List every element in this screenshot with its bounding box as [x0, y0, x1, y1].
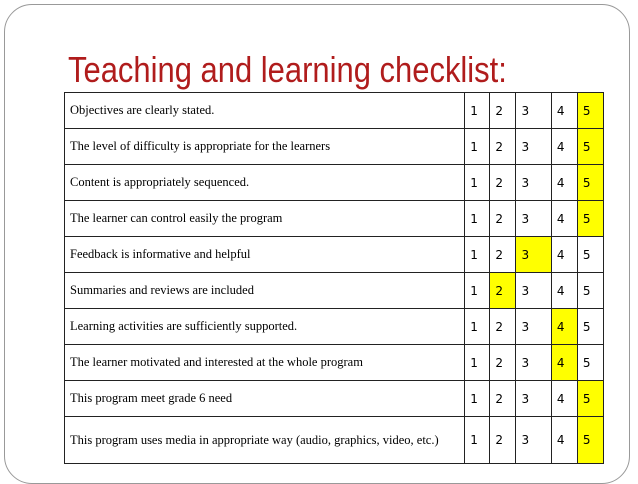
- checklist-item: Content is appropriately sequenced.: [65, 165, 465, 201]
- rating-cell-selected[interactable]: 5: [577, 129, 603, 165]
- checklist-item: Summaries and reviews are included: [65, 273, 465, 309]
- rating-cell-selected[interactable]: 5: [577, 165, 603, 201]
- rating-cell[interactable]: 3: [516, 93, 551, 129]
- rating-cell-selected[interactable]: 4: [551, 345, 577, 381]
- rating-cell[interactable]: 3: [516, 201, 551, 237]
- checklist-item: The level of difficulty is appropriate for the learners: [65, 129, 465, 165]
- rating-cell[interactable]: 5: [577, 237, 603, 273]
- rating-cell[interactable]: 1: [465, 237, 490, 273]
- checklist-item: Objectives are clearly stated.: [65, 93, 465, 129]
- rating-cell[interactable]: 1: [465, 201, 490, 237]
- checklist-row: [65, 309, 604, 345]
- rating-cell[interactable]: 3: [516, 165, 551, 201]
- rating-cell[interactable]: 3: [516, 309, 551, 345]
- checklist-row: [65, 381, 604, 417]
- rating-cell[interactable]: 3: [516, 381, 551, 417]
- rating-cell[interactable]: 4: [551, 129, 577, 165]
- checklist-row: [65, 201, 604, 237]
- checklist-row: [65, 237, 604, 273]
- rating-cell[interactable]: 1: [465, 417, 490, 464]
- checklist-item: Learning activities are sufficiently supported.: [65, 309, 465, 345]
- checklist-row: [65, 273, 604, 309]
- rating-cell[interactable]: 1: [465, 273, 490, 309]
- rating-cell[interactable]: 2: [490, 237, 516, 273]
- checklist-item: The learner can control easily the program: [65, 201, 465, 237]
- rating-cell-selected[interactable]: 5: [577, 201, 603, 237]
- rating-cell[interactable]: 1: [465, 309, 490, 345]
- checklist-row: [65, 165, 604, 201]
- checklist-table: [64, 92, 604, 464]
- rating-cell-selected[interactable]: 5: [577, 381, 603, 417]
- rating-cell[interactable]: 1: [465, 381, 490, 417]
- rating-cell[interactable]: 3: [516, 417, 551, 464]
- rating-cell-selected[interactable]: 3: [516, 237, 551, 273]
- rating-cell[interactable]: 4: [551, 165, 577, 201]
- checklist-row: [65, 417, 604, 464]
- rating-cell-selected[interactable]: 2: [490, 273, 516, 309]
- rating-cell[interactable]: 3: [516, 273, 551, 309]
- rating-cell[interactable]: 4: [551, 93, 577, 129]
- checklist-item: Feedback is informative and helpful: [65, 237, 465, 273]
- slide-title: Teaching and learning checklist:: [68, 49, 507, 90]
- checklist-item: This program uses media in appropriate way (audio, graphics, video, etc.): [65, 417, 465, 464]
- rating-cell[interactable]: 4: [551, 237, 577, 273]
- rating-cell[interactable]: 2: [490, 345, 516, 381]
- checklist-item: This program meet grade 6 need: [65, 381, 465, 417]
- rating-cell[interactable]: 2: [490, 381, 516, 417]
- checklist-item: The learner motivated and interested at the whole program: [65, 345, 465, 381]
- rating-cell[interactable]: 4: [551, 381, 577, 417]
- rating-cell[interactable]: 1: [465, 93, 490, 129]
- rating-cell[interactable]: 5: [577, 273, 603, 309]
- rating-cell[interactable]: 2: [490, 417, 516, 464]
- rating-cell[interactable]: 1: [465, 129, 490, 165]
- rating-cell[interactable]: 2: [490, 309, 516, 345]
- rating-cell[interactable]: 2: [490, 201, 516, 237]
- rating-cell[interactable]: 4: [551, 273, 577, 309]
- checklist-row: [65, 93, 604, 129]
- rating-cell-selected[interactable]: 5: [577, 417, 603, 464]
- rating-cell[interactable]: 2: [490, 129, 516, 165]
- rating-cell-selected[interactable]: 5: [577, 93, 603, 129]
- rating-cell[interactable]: 5: [577, 309, 603, 345]
- rating-cell[interactable]: 1: [465, 345, 490, 381]
- rating-cell[interactable]: 5: [577, 345, 603, 381]
- checklist-row: [65, 345, 604, 381]
- rating-cell[interactable]: 1: [465, 165, 490, 201]
- checklist-row: [65, 129, 604, 165]
- rating-cell[interactable]: 4: [551, 417, 577, 464]
- rating-cell[interactable]: 4: [551, 201, 577, 237]
- rating-cell[interactable]: 3: [516, 345, 551, 381]
- rating-cell-selected[interactable]: 4: [551, 309, 577, 345]
- rating-cell[interactable]: 3: [516, 129, 551, 165]
- rating-cell[interactable]: 2: [490, 165, 516, 201]
- rating-cell[interactable]: 2: [490, 93, 516, 129]
